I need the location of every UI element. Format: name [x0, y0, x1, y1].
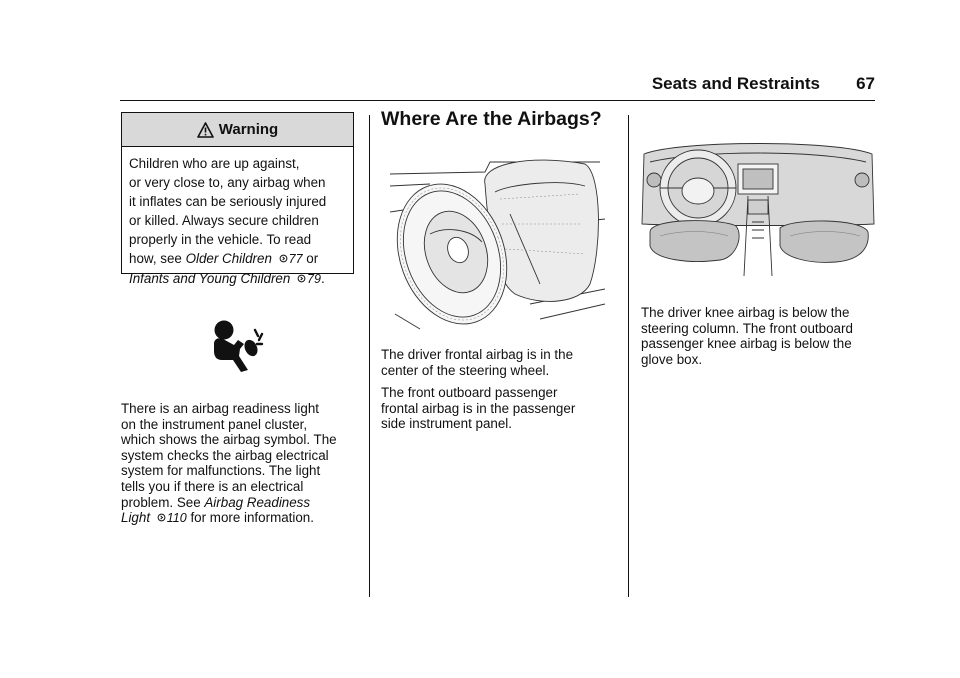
airbag-readiness-link-cont[interactable]: Light: [121, 510, 151, 526]
warning-header: [122, 113, 353, 147]
page-header: [120, 70, 875, 101]
airbag-readiness-link[interactable]: Airbag Readiness: [204, 494, 311, 510]
text-line: steering column. The front outboard: [641, 320, 853, 336]
text-line: [129, 269, 345, 289]
text-line: glove box.: [641, 351, 703, 367]
text-line: system checks the airbag electrical: [121, 447, 329, 463]
infants-children-link[interactable]: Infants and Young Children: [129, 271, 291, 286]
frontal-airbag-paragraph: [381, 347, 621, 378]
text-line: The front outboard passenger: [381, 385, 558, 400]
page-reference-icon: [297, 274, 306, 283]
text-span: how, see: [129, 251, 186, 266]
section-heading: Where Are the Airbags?: [381, 108, 602, 130]
text-span: .: [320, 271, 325, 286]
text-line: [129, 249, 345, 269]
column-divider-left: [369, 115, 370, 597]
page-reference-icon: [157, 513, 166, 522]
text-line: Children who are up against,: [129, 156, 300, 171]
text-span: problem. See: [121, 494, 205, 510]
text-line: system for malfunctions. The light: [121, 463, 321, 479]
airbag-readiness-page[interactable]: 110: [166, 511, 187, 526]
text-line: which shows the airbag symbol. The: [121, 432, 337, 448]
text-line: or very close to, any airbag when: [129, 175, 326, 190]
warning-triangle-icon: [197, 122, 214, 138]
warning-text: [122, 147, 353, 289]
knee-airbag-paragraph: [641, 305, 881, 367]
text-line: [121, 510, 361, 527]
section-title: Seats and Restraints: [651, 74, 820, 93]
infants-children-page[interactable]: 79: [307, 272, 321, 286]
text-line: center of the steering wheel.: [381, 362, 550, 378]
text-line: on the instrument panel cluster,: [121, 416, 308, 432]
older-children-page[interactable]: 77: [288, 252, 303, 266]
text-line: The driver frontal airbag is in the: [381, 347, 574, 362]
text-span: or: [302, 251, 319, 266]
passenger-airbag-paragraph: [381, 385, 621, 432]
text-line: frontal airbag is in the passenger: [381, 400, 576, 416]
text-line: it inflates can be seriously injured: [129, 194, 327, 209]
warning-box: [121, 112, 354, 286]
text-line: tells you if there is an electrical: [121, 478, 304, 494]
warning-title: Warning: [218, 121, 279, 138]
page-reference-icon: [279, 254, 288, 263]
text-line: [121, 495, 361, 511]
text-line: or killed. Always secure children: [129, 213, 319, 228]
page-number: 67: [856, 74, 875, 93]
text-line: side instrument panel.: [381, 416, 513, 432]
airbag-symbol-icon: [210, 318, 265, 373]
column-divider-right: [628, 115, 629, 597]
knee-airbag-illustration: [640, 136, 876, 281]
text-line: There is an airbag readiness light: [121, 401, 319, 416]
readiness-paragraph: [121, 401, 361, 527]
older-children-link[interactable]: Older Children: [185, 251, 272, 266]
text-line: passenger knee airbag is below the: [641, 336, 852, 352]
text-line: properly in the vehicle. To read: [129, 232, 312, 247]
frontal-airbag-illustration: [390, 154, 605, 332]
text-line: The driver knee airbag is below the: [641, 305, 850, 320]
text-span: for more information.: [186, 510, 314, 526]
